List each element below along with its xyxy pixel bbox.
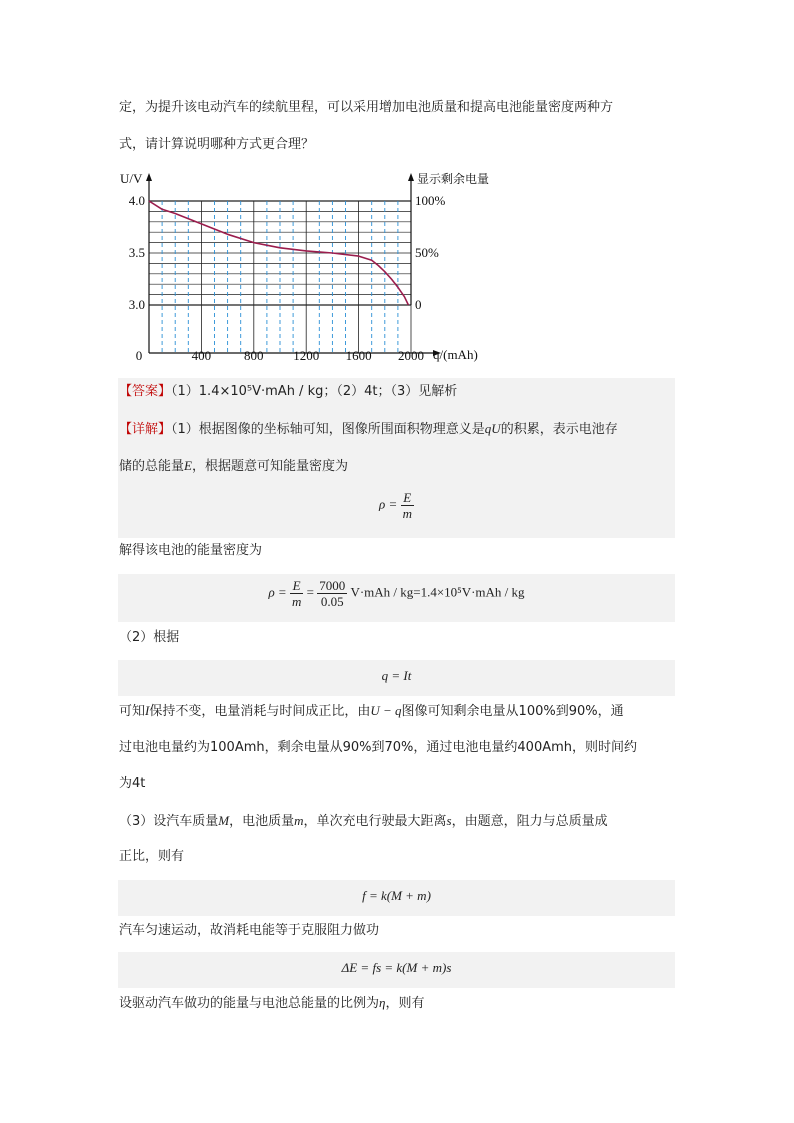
para3-1a: （3）设汽车质量: [119, 814, 219, 829]
para2-1c: 保持不变，电量消耗与时间成正比，由: [149, 704, 371, 719]
para2-math-Uq: U − q: [370, 703, 402, 718]
para2-line-2: 过电池电量约为100Amh，剩余电量从90%到70%，通过电池电量约400Amh，则时间约: [119, 740, 638, 755]
para3-line-1: [119, 812, 608, 831]
x-tick-label: 1200: [293, 348, 320, 363]
eq2-lhs: ρ =: [268, 584, 287, 600]
voltage-charge-chart: [112, 165, 512, 365]
last-line: [119, 994, 424, 1013]
equation-density-value: [118, 578, 675, 609]
last-math-eta: η: [379, 995, 386, 1010]
eq1-num: E: [401, 490, 414, 506]
para2-line-1: [119, 702, 624, 721]
eq1-den: m: [402, 506, 412, 521]
x-axis-label: q/(mAh): [433, 347, 478, 362]
y-tick-label-right: 100%: [415, 193, 446, 208]
para2-math-I: I: [145, 703, 150, 718]
last-text-c: ，则有: [385, 996, 425, 1011]
para2-1e: 图像可知剩余电量从100%到90%，通: [401, 704, 624, 719]
x-tick-label: 400: [191, 348, 212, 363]
x-tick-label: 1600: [345, 348, 372, 363]
detail-label: 【详解】: [119, 422, 172, 437]
para3-1e: ，单次充电行驶最大距离: [303, 814, 447, 829]
detail-text-1c: 的积累，表示电池存: [500, 422, 618, 437]
para3-1c: ，电池质量: [229, 814, 295, 829]
eq2-num2: 7000: [319, 578, 346, 593]
detail-line-1: [119, 420, 618, 439]
eq2-num1: E: [290, 578, 303, 594]
y-tick-label-left: 3.0: [128, 297, 145, 312]
y-axis-label-right: 显示剩余电量: [417, 172, 490, 186]
detail-text-1a: （1）根据图像的坐标轴可知，图像所围面积物理意义是: [171, 422, 485, 437]
equation-energy: ΔE = fs = k(M + m)s: [341, 960, 452, 975]
eq2-equals: =: [306, 584, 314, 600]
answer-label: 【答案】: [119, 384, 172, 399]
answer-line: [119, 383, 457, 401]
y-tick-label-right: 0: [415, 297, 422, 312]
uniform-text: 汽车匀速运动，故消耗电能等于克服阻力做功: [119, 923, 380, 938]
y-axis-right-arrow: [408, 173, 414, 181]
para3-math-s: s: [446, 813, 452, 828]
detail-math-E: E: [184, 458, 192, 473]
para3-line-2: 正比，则有: [119, 849, 185, 864]
answer-text: （1）1.4×10⁵V·mAh / kg；（2）4t；（3）见解析: [171, 384, 458, 399]
y-axis-left-arrow: [146, 173, 152, 181]
y-axis-label-left: U/V: [120, 171, 143, 186]
equation-density-def: [118, 490, 675, 521]
para3-math-m: m: [294, 813, 304, 828]
intro-line-1: 定，为提升该电动汽车的续航里程，可以采用增加电池质量和提高电池能量密度两种方: [119, 100, 614, 115]
detail-text-2c: ，根据题意可知能量密度为: [191, 459, 348, 474]
para3-1g: ，由题意，阻力与总质量成: [451, 814, 608, 829]
detail-line-2: [119, 457, 348, 476]
para3-math-M: M: [218, 813, 230, 828]
intro-line-2: 式，请计算说明哪种方式更合理？: [119, 137, 315, 152]
x-tick-label: 2000: [398, 348, 424, 363]
para2-line-3: 为4t: [119, 776, 146, 791]
y-tick-label-left: 3.5: [128, 245, 145, 260]
last-text-a: 设驱动汽车做功的能量与电池总能量的比例为: [119, 996, 380, 1011]
eq2-den1: m: [291, 594, 302, 609]
equation-charge: q = It: [381, 668, 412, 683]
detail-math-qU: qU: [484, 421, 501, 436]
x-tick-label: 0: [135, 348, 143, 363]
equation-friction: f = k(M + m): [362, 888, 431, 903]
eq1-lhs: ρ =: [379, 496, 398, 512]
density-text: 解得该电池的能量密度为: [119, 543, 263, 558]
eq2-rest: V·mAh / kg=1.4×10⁵V·mAh / kg: [350, 584, 525, 600]
x-tick-label: 800: [244, 348, 264, 363]
part2-text: （2）根据: [119, 630, 180, 645]
para2-1a: 可知: [119, 704, 146, 719]
y-tick-label-right: 50%: [415, 245, 439, 260]
detail-text-2a: 储的总能量: [119, 459, 185, 474]
eq2-den2: 0.05: [320, 594, 344, 609]
y-tick-label-left: 4.0: [128, 193, 145, 208]
